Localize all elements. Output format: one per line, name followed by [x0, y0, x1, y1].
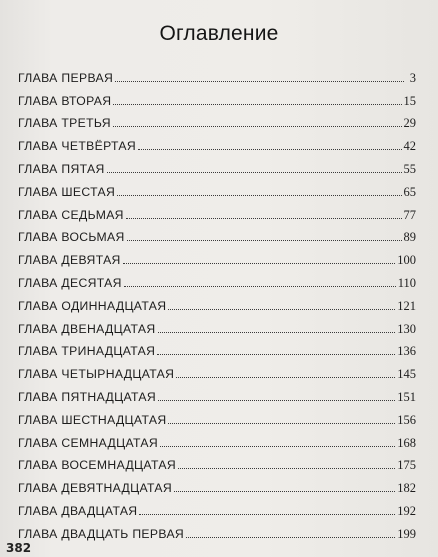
toc-entry — [18, 472, 416, 495]
toc-entry-page: 15 — [403, 93, 416, 108]
page-number: 382 — [6, 541, 32, 555]
page-title: Оглавление — [159, 22, 279, 45]
toc-entry-label: ГЛАВА ДЕВЯТНАДЦАТАЯ — [18, 481, 173, 496]
toc-entry-label: ГЛАВА ТРИНАДЦАТАЯ — [18, 344, 156, 359]
toc-entry-page: 199 — [397, 526, 416, 541]
dot-leader — [115, 81, 404, 82]
toc-entry — [18, 244, 416, 267]
toc-entry-label: ГЛАВА ДЕВЯТАЯ — [18, 253, 121, 268]
dot-leader — [158, 332, 396, 333]
dot-leader — [123, 263, 396, 264]
dot-leader — [124, 286, 396, 287]
dot-leader — [176, 377, 395, 378]
dot-leader — [138, 149, 401, 150]
dot-leader — [139, 514, 395, 515]
dot-leader — [126, 218, 402, 219]
toc-entry — [18, 62, 416, 85]
toc-entry-page: 136 — [397, 344, 416, 359]
toc-entry-page: 3 — [409, 70, 416, 85]
toc-entry-label: ГЛАВА ВОСЕМНАДЦАТАЯ — [18, 458, 176, 473]
toc-entry-page: 55 — [403, 161, 416, 176]
toc-entry-page: 175 — [397, 458, 416, 473]
toc-entry-label: ГЛАВА ПЯТАЯ — [18, 161, 105, 176]
toc-entry — [18, 176, 416, 199]
toc-entry-page: 89 — [403, 230, 416, 245]
toc-entry — [18, 358, 416, 381]
toc-entry-label: ГЛАВА ШЕСТНАДЦАТАЯ — [18, 412, 167, 427]
toc-entry-page: 100 — [397, 253, 416, 268]
dot-leader — [157, 354, 395, 355]
toc-entry-label: ГЛАВА ПЕРВАЯ — [18, 70, 114, 85]
toc-entry-label: ГЛАВА ЧЕТВЁРТАЯ — [18, 139, 137, 154]
toc-entry-label: ГЛАВА ДВЕНАДЦАТАЯ — [18, 321, 156, 336]
toc-entry — [18, 450, 416, 473]
toc-entry-page: 42 — [403, 139, 416, 154]
toc-entry-page: 151 — [397, 389, 416, 404]
toc-entry — [18, 267, 416, 290]
table-of-contents — [18, 62, 416, 541]
toc-entry — [18, 153, 416, 176]
toc-entry — [18, 222, 416, 245]
dot-leader — [117, 195, 401, 196]
dot-leader — [186, 537, 395, 538]
dot-leader — [158, 400, 395, 401]
toc-entry — [18, 336, 416, 359]
toc-entry — [18, 290, 416, 313]
dot-leader — [168, 423, 395, 424]
toc-entry — [18, 199, 416, 222]
toc-entry-page: 145 — [397, 367, 416, 382]
toc-entry — [18, 427, 416, 450]
toc-entry-label: ГЛАВА ДВАДЦАТЬ ПЕРВАЯ — [18, 526, 185, 541]
toc-entry-page: 156 — [397, 412, 416, 427]
toc-entry-label: ГЛАВА ДЕСЯТАЯ — [18, 275, 122, 290]
toc-entry-label: ГЛАВА ДВАДЦАТАЯ — [18, 503, 138, 518]
toc-entry-label: ГЛАВА ШЕСТАЯ — [18, 184, 116, 199]
toc-entry-page: 130 — [397, 321, 416, 336]
toc-entry — [18, 495, 416, 518]
toc-entry-page: 110 — [397, 275, 416, 290]
toc-entry-page: 29 — [403, 116, 416, 131]
toc-entry-page: 121 — [397, 298, 416, 313]
toc-entry-page: 192 — [397, 503, 416, 518]
dot-leader — [178, 468, 395, 469]
toc-entry-page: 182 — [397, 481, 416, 496]
dot-leader — [160, 446, 395, 447]
toc-entry-label: ГЛАВА ТРЕТЬЯ — [18, 116, 111, 131]
toc-entry-label: ГЛАВА СЕДЬМАЯ — [18, 207, 124, 222]
dot-leader — [113, 104, 401, 105]
toc-entry — [18, 381, 416, 404]
toc-entry — [18, 130, 416, 153]
toc-entry — [18, 313, 416, 336]
toc-entry-label: ГЛАВА ВОСЬМАЯ — [18, 230, 125, 245]
dot-leader — [107, 172, 402, 173]
dot-leader — [127, 240, 402, 241]
toc-entry-page: 77 — [403, 207, 416, 222]
toc-entry-page: 168 — [397, 435, 416, 450]
toc-entry-label: ГЛАВА ВТОРАЯ — [18, 93, 112, 108]
toc-entry-label: ГЛАВА ОДИННАДЦАТАЯ — [18, 298, 167, 313]
toc-entry — [18, 518, 416, 541]
toc-entry — [18, 108, 416, 131]
toc-entry-label: ГЛАВА ПЯТНАДЦАТАЯ — [18, 389, 156, 404]
toc-entry — [18, 85, 416, 108]
dot-leader — [113, 126, 402, 127]
dot-leader — [174, 491, 395, 492]
toc-entry-label: ГЛАВА СЕМНАДЦАТАЯ — [18, 435, 159, 450]
toc-entry-label: ГЛАВА ЧЕТЫРНАДЦАТАЯ — [18, 367, 175, 382]
dot-leader — [168, 309, 395, 310]
toc-entry-page: 65 — [403, 184, 416, 199]
toc-entry — [18, 404, 416, 427]
